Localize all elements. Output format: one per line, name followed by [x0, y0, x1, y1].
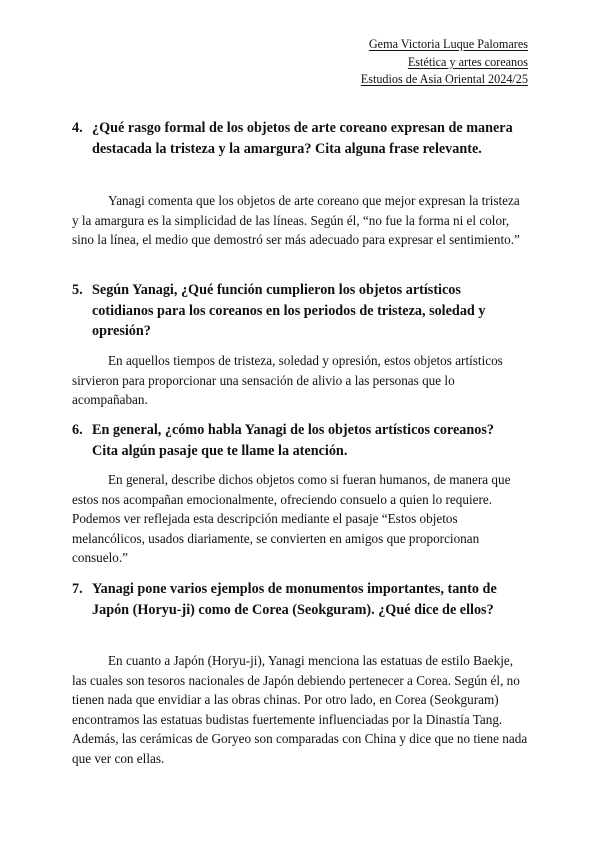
answer-5: En aquellos tiempos de tristeza, soledad y opresión, estos objetos artísticos sirvieron para proporcionar una sensación de alivio a las personas que lo acompañaban.: [72, 353, 503, 408]
question-number: 4.: [72, 120, 83, 136]
question-6: [72, 420, 522, 461]
question-number: 5.: [72, 282, 83, 298]
answer-4: Yanagi comenta que los objetos de arte coreano que mejor expresan la tristeza y la amargura es la simplicidad de las líneas. Según él, “no fue la forma ni el color, sino la línea, el medio que demostró ser más adecuado para expresar el sentimiento.”: [72, 193, 520, 248]
question-4: [72, 118, 522, 159]
answer-6: En general, describe dichos objetos como si fueran humanos, de manera que estos nos acompañan emocionalmente, ofreciendo consuelo a quien lo requiere. Podemos ver reflejada esta descripción mediante el pasaje “Estos objetos melancólicos, usados diariamente, se convierten en amigos que proporcionan consuelo.”: [72, 472, 511, 566]
program-name: Estudios de Asia Oriental 2024/25: [360, 72, 528, 86]
course-name: Estética y artes coreanos: [407, 54, 528, 69]
question-text: ¿Qué rasgo formal de los objetos de arte coreano expresan de manera destacada la tristeza y la amargura? Cita alguna frase relevante.: [92, 120, 513, 157]
question-number: 7.: [72, 581, 83, 597]
question-5: [72, 280, 522, 342]
question-number: 6.: [72, 422, 83, 438]
answer-7: En cuanto a Japón (Horyu-ji), Yanagi menciona las estatuas de estilo Baekje, las cuales son tesoros nacionales de Japón debiendo pertenecer a Corea. Según él, no tienen nada que envidiar a las obras chinas. Por otro lado, en Corea (Seokguram) encontramos las estatuas budistas fuertemente influenciadas por la Dinastía Tang. Además, las cerámicas de Goryeo son comparadas con China y dice que no tiene nada que ver con ellas.: [72, 653, 528, 766]
question-7: [72, 579, 522, 620]
question-text: Según Yanagi, ¿Qué función cumplieron los objetos artísticos cotidianos para los coreanos en los periodos de tristeza, soledad y opresión?: [92, 282, 486, 339]
document-header: [361, 36, 528, 89]
question-text: Yanagi pone varios ejemplos de monumentos importantes, tanto de Japón (Horyu-ji) como de Corea (Seokguram). ¿Qué dice de ellos?: [92, 581, 497, 618]
author-name: Gema Victoria Luque Palomares: [368, 37, 528, 51]
question-text: En general, ¿cómo habla Yanagi de los objetos artísticos coreanos? Cita algún pasaje que te llame la atención.: [92, 422, 494, 459]
